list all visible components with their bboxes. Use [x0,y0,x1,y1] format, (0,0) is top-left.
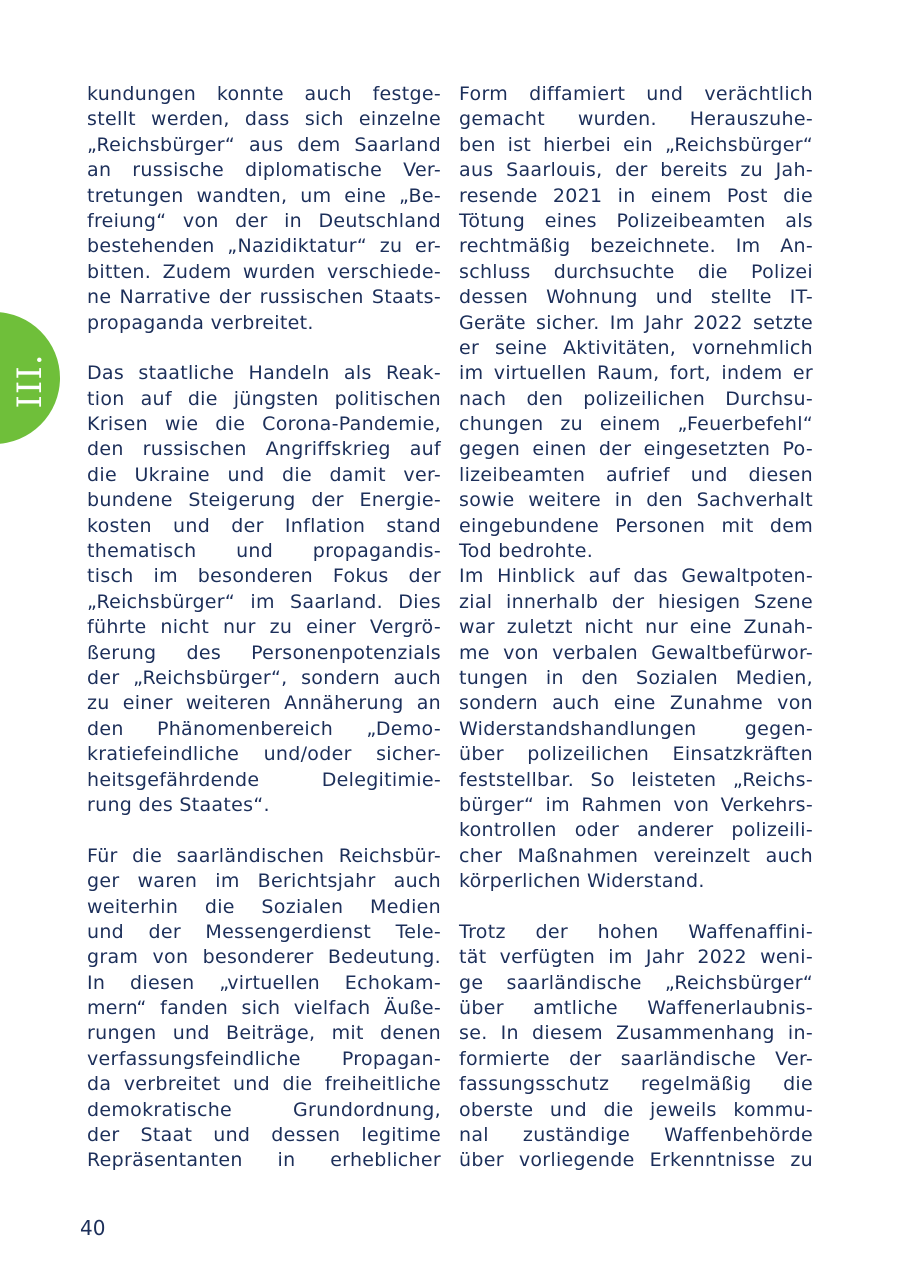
text-line: aus Saarlouis, der bereits zu Jah- [459,159,813,182]
text-line: kontrollen oder anderer polizeili- [459,819,813,842]
text-line: der „Reichsbürger“, sondern auch [87,666,441,689]
text-line: feststellbar. So leisteten „Reichs- [459,768,813,791]
text-line: kundungen konnte auch festge- [87,83,441,105]
text-line: demokratische Grundordnung, [87,1098,441,1121]
text-line: Form diffamiert und verächtlich [459,83,813,105]
text-line: bundene Steigerung der Energie- [87,489,441,512]
text-line: me von verbalen Gewaltbefürwor- [459,641,813,664]
text-line: cher Maßnahmen vereinzelt auch [459,844,813,867]
text-line: tungen in den Sozialen Medien, [459,666,813,689]
text-line: Tötung eines Polizeibeamten als [459,209,813,232]
paragraph [459,920,813,1174]
text-line: gemacht wurden. Herauszuhe- [459,108,813,131]
text-line: In diesen „virtuellen Echokam- [87,971,441,994]
text-line: nal zuständige Waffenbehörde [459,1124,813,1147]
text-line: ben ist hierbei ein „Reichsbürger“ [459,133,813,156]
text-line: ge saarländische „Reichsbürger“ [459,971,813,994]
text-line: dessen Wohnung und stellte IT- [459,286,813,309]
text-line: Für die saarländischen Reichsbür- [87,844,441,867]
text-line: den russischen Angriffskrieg auf [87,438,441,461]
text-line: tisch im besonderen Fokus der [87,565,441,588]
text-line: chungen zu einem „Feuerbefehl“ [459,413,813,436]
text-line: bürger“ im Rahmen von Verkehrs- [459,793,813,816]
text-line: propaganda verbreitet. [87,311,314,334]
text-line: tretungen wandten, um eine „Be- [87,184,441,207]
text-line: im virtuellen Raum, fort, indem er [459,362,813,385]
text-line: tät verfügten im Jahr 2022 weni- [459,946,813,969]
text-line: nach den polizeilichen Durchsu- [459,387,813,410]
text-line: bitten. Zudem wurden verschiede- [87,260,441,283]
text-line: Tod bedrohte. [459,540,594,563]
text-line: lizeibeamten aufrief und diesen [459,463,813,486]
paragraph-gap [87,336,441,361]
text-line: thematisch und propagandis- [87,540,441,563]
text-line: ßerung des Personenpotenzials [87,641,441,664]
paragraph-gap [87,818,441,843]
text-line: zu einer weiteren Annäherung an [87,692,441,715]
paragraph [87,361,441,818]
text-line: weiterhin die Sozialen Medien [87,895,441,918]
text-line: da verbreitet und die freiheitliche [87,1073,441,1096]
text-line: Geräte sicher. Im Jahr 2022 setzte [459,311,813,334]
text-line: Im Hinblick auf das Gewaltpoten- [459,565,813,588]
text-line: führte nicht nur zu einer Vergrö- [87,616,441,639]
text-line: heitsgefährdende Delegitimie- [87,768,441,791]
text-line: sondern auch eine Zunahme von [459,692,813,715]
text-line: se. In diesem Zusammenhang in- [459,1022,813,1045]
text-line: rungen und Beiträge, mit denen [87,1022,441,1045]
text-line: war zuletzt nicht nur eine Zunah- [459,616,813,639]
text-line: gegen einen der eingesetzten Po- [459,438,813,461]
text-line: oberste und die jeweils kommu- [459,1098,813,1121]
text-line: Krisen wie die Corona-Pandemie, [87,413,441,436]
text-line: ne Narrative der russischen Staats- [87,286,441,309]
text-line: verfassungsfeindliche Propagan- [87,1047,441,1070]
text-line: resende 2021 in einem Post die [459,184,813,207]
text-line: rung des Staates“. [87,793,270,816]
text-line: gram von besonderer Bedeutung. [87,946,441,969]
text-line: Das staatliche Handeln als Reak- [87,362,441,385]
text-line: kosten und der Inflation stand [87,514,441,537]
text-line: „Reichsbürger“ aus dem Saarland [87,133,441,156]
text-line: tion auf die jüngsten politischen [87,387,441,410]
text-line: mern“ fanden sich vielfach Äuße- [87,997,441,1020]
paragraph [87,844,441,1174]
paragraph [459,82,813,564]
text-line: er seine Aktivitäten, vornehmlich [459,336,813,359]
text-line: formierte der saarländische Ver- [459,1047,813,1070]
right-text-column [459,82,813,1174]
text-line: der Staat und dessen legitime [87,1124,441,1147]
left-text-column [87,82,441,1174]
text-line: „Reichsbürger“ im Saarland. Dies [87,590,441,613]
text-line: zial innerhalb der hiesigen Szene [459,590,813,613]
text-line: über vorliegende Erkenntnisse zu [459,1149,813,1172]
text-line: über amtliche Waffenerlaubnis- [459,997,813,1020]
paragraph [459,564,813,894]
text-line: rechtmäßig bezeichnete. Im An- [459,235,813,258]
text-line: fassungsschutz regelmäßig die [459,1073,813,1096]
text-line: über polizeilichen Einsatzkräften [459,743,813,766]
text-line: an russische diplomatische Ver- [87,159,441,182]
text-line: Trotz der hohen Waffenaffini- [459,920,813,943]
page-number: 40 [80,1216,106,1240]
text-line: Widerstandshandlungen gegen- [459,717,813,740]
paragraph [87,82,441,336]
text-line: stellt werden, dass sich einzelne [87,108,441,131]
text-line: schluss durchsuchte die Polizei [459,260,813,283]
text-line: freiung“ von der in Deutschland [87,209,441,232]
text-line: ger waren im Berichtsjahr auch [87,870,441,893]
text-line: sowie weitere in den Sachverhalt [459,489,813,512]
text-line: bestehenden „Nazidiktatur“ zu er- [87,235,441,258]
text-line: kratiefeindliche und/oder sicher- [87,743,441,766]
paragraph-gap [459,895,813,920]
text-line: und der Messengerdienst Tele- [87,920,441,943]
text-line: die Ukraine und die damit ver- [87,463,441,486]
chapter-label: III. [10,353,50,409]
text-line: Repräsentanten in erheblicher [87,1149,441,1172]
text-line: körperlichen Widerstand. [459,870,705,893]
text-line: den Phänomenbereich „Demo- [87,717,441,740]
text-line: eingebundene Personen mit dem [459,514,813,537]
